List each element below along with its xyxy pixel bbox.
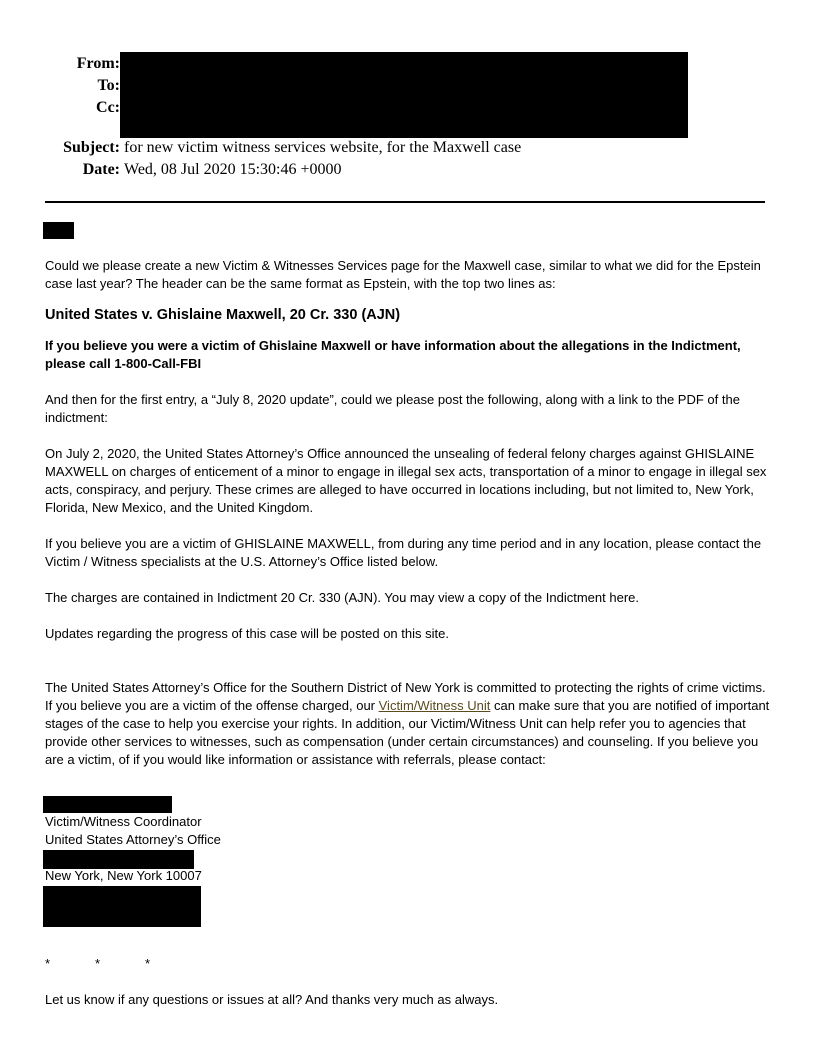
case-title: United States v. Ghislaine Maxwell, 20 Cr. 330 (AJN) [45, 307, 401, 323]
victim-witness-unit-link[interactable]: Victim/Witness Unit [378, 698, 491, 713]
charges-paragraph: On July 2, 2020, the United States Attorney’s Office announced the unsealing of federal felony charges against GHISLAINE MAXWELL on charges of enticement of a minor to engage in illegal sex acts, transportation of a minor to engage in illegal sex acts, conspiracy, and perjury. These crimes are alleged to have occurred in locations including, but not limited to, New York, Florida, New Mexico, and the United Kingdom. [45, 446, 767, 515]
contact-city-block [45, 867, 775, 885]
email-body [45, 257, 775, 769]
coordinator-name-redaction [43, 796, 172, 813]
recipients-redaction [120, 52, 688, 138]
to-label: To: [97, 77, 120, 94]
cc-label: Cc: [96, 99, 120, 116]
date-value: Wed, 08 Jul 2020 15:30:46 +0000 [124, 161, 342, 178]
rights-text-after: can make sure that you are notified of important stages of the case to help you exercise your rights. In addition, our Victim/Witness Unit can help refer you to agencies that provide other services to witnesses, such as compensation (under certain circumstances) and counseling. If you believe you are a victim, of if you would like information or assistance with referrals, please contact: [45, 698, 770, 767]
subject-value: for new victim witness services website, for the Maxwell case [124, 139, 522, 156]
closing-line: Let us know if any questions or issues at all? And thanks very much as always. [45, 992, 499, 1007]
from-label: From: [76, 55, 120, 72]
contact-request-paragraph: If you believe you are a victim of GHISLAINE MAXWELL, from during any time period and in any location, please contact the Victim / Witness specialists at the U.S. Attorney’s Office listed below. [45, 536, 762, 569]
separator-stars [45, 955, 775, 973]
rights-paragraph [45, 679, 775, 769]
subject-label: Subject: [63, 139, 120, 156]
rights-text-before: The United States Attorney’s Office for the Southern District of New York is committed to protecting the rights of crime victims. If you believe you are a victim of the offense charged, our [45, 680, 766, 713]
update-request-paragraph: And then for the first entry, a “July 8, 2020 update”, could we please post the following, along with a link to the PDF of the indictment: [45, 392, 740, 425]
contact-city: New York, New York 10007 [45, 868, 202, 883]
intro-paragraph: Could we please create a new Victim & Witnesses Services page for the Maxwell case, similar to what we did for the Epstein case last year? The header can be the same format as Epstein, with the top two lines as: [45, 258, 761, 291]
indictment-paragraph: The charges are contained in Indictment 20 Cr. 330 (AJN). You may view a copy of the Indictment here. [45, 590, 639, 605]
contact-block [45, 813, 775, 849]
star-1: * [45, 956, 51, 971]
star-2: * [95, 956, 101, 971]
phone-email-redaction [43, 886, 201, 927]
contact-office: United States Attorney’s Office [45, 832, 221, 847]
star-3: * [145, 956, 151, 971]
contact-title: Victim/Witness Coordinator [45, 814, 202, 829]
call-notice: If you believe you were a victim of Ghislaine Maxwell or have information about the allegations in the Indictment, please call 1-800-Call-FBI [45, 338, 741, 371]
updates-paragraph: Updates regarding the progress of this case will be posted on this site. [45, 626, 449, 641]
salutation-redaction [43, 222, 74, 239]
closing-block [45, 991, 775, 1009]
header-divider [45, 201, 765, 203]
date-label: Date: [82, 161, 120, 178]
